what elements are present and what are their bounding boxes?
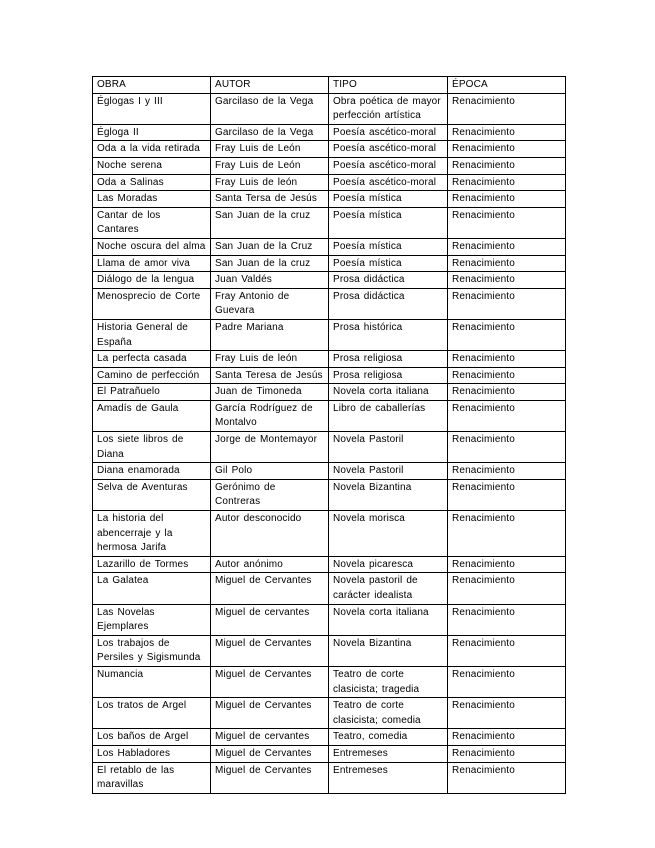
cell-obra: La Galatea	[93, 573, 211, 604]
cell-autor: Padre Mariana	[211, 319, 329, 350]
cell-epoca: Renacimiento	[448, 604, 566, 635]
cell-tipo: Prosa didáctica	[329, 288, 448, 319]
table-row	[93, 432, 566, 463]
cell-obra: Lazarillo de Tormes	[93, 556, 211, 573]
table-row	[93, 238, 566, 255]
cell-epoca: Renacimiento	[448, 174, 566, 191]
cell-obra: Los trabajos de Persiles y Sigismunda	[93, 635, 211, 666]
cell-autor: Miguel de Cervantes	[211, 698, 329, 729]
table-row	[93, 157, 566, 174]
table-row	[93, 729, 566, 746]
cell-epoca: Renacimiento	[448, 479, 566, 510]
cell-obra: Historia General de España	[93, 319, 211, 350]
cell-epoca: Renacimiento	[448, 666, 566, 697]
table-row	[93, 319, 566, 350]
cell-obra: La perfecta casada	[93, 351, 211, 368]
cell-tipo: Prosa religiosa	[329, 367, 448, 384]
cell-autor: Fray Luis de León	[211, 141, 329, 158]
cell-tipo: Poesía mística	[329, 255, 448, 272]
cell-tipo: Novela Bizantina	[329, 479, 448, 510]
cell-autor: Fray Luis de león	[211, 351, 329, 368]
document-page	[92, 76, 566, 794]
cell-tipo: Novela corta italiana	[329, 604, 448, 635]
cell-epoca: Renacimiento	[448, 729, 566, 746]
header-row	[93, 77, 566, 94]
cell-obra: Menosprecio de Corte	[93, 288, 211, 319]
cell-epoca: Renacimiento	[448, 511, 566, 557]
table-row	[93, 93, 566, 124]
cell-epoca: Renacimiento	[448, 556, 566, 573]
table-row	[93, 272, 566, 289]
cell-obra: Los baños de Argel	[93, 729, 211, 746]
cell-tipo: Novela Pastoril	[329, 463, 448, 480]
cell-epoca: Renacimiento	[448, 384, 566, 401]
cell-autor: Juan de Timoneda	[211, 384, 329, 401]
cell-autor: Miguel de Cervantes	[211, 635, 329, 666]
cell-epoca: Renacimiento	[448, 745, 566, 762]
table-row	[93, 384, 566, 401]
cell-epoca: Renacimiento	[448, 400, 566, 431]
literature-table	[92, 76, 566, 794]
cell-autor: Miguel de cervantes	[211, 604, 329, 635]
table-row	[93, 191, 566, 208]
cell-tipo: Teatro de corte clasicista; tragedia	[329, 666, 448, 697]
cell-epoca: Renacimiento	[448, 573, 566, 604]
cell-obra: El Patrañuelo	[93, 384, 211, 401]
cell-autor: San Juan de la cruz	[211, 207, 329, 238]
cell-autor: Miguel de Cervantes	[211, 666, 329, 697]
table-row	[93, 463, 566, 480]
table-row	[93, 174, 566, 191]
cell-tipo: Libro de caballerías	[329, 400, 448, 431]
table-row	[93, 351, 566, 368]
cell-epoca: Renacimiento	[448, 191, 566, 208]
cell-autor: Autor desconocido	[211, 511, 329, 557]
cell-autor: Garcilaso de la Vega	[211, 124, 329, 141]
cell-epoca: Renacimiento	[448, 207, 566, 238]
cell-obra: Oda a Salinas	[93, 174, 211, 191]
cell-tipo: Poesía mística	[329, 191, 448, 208]
cell-obra: Los Habladores	[93, 745, 211, 762]
cell-autor: García Rodríguez de Montalvo	[211, 400, 329, 431]
cell-epoca: Renacimiento	[448, 288, 566, 319]
cell-tipo: Novela Pastoril	[329, 432, 448, 463]
cell-autor: Fray Antonio de Guevara	[211, 288, 329, 319]
cell-epoca: Renacimiento	[448, 463, 566, 480]
cell-tipo: Poesía ascético-moral	[329, 174, 448, 191]
cell-obra: La historia del abencerraje y la hermosa Jarifa	[93, 511, 211, 557]
cell-epoca: Renacimiento	[448, 141, 566, 158]
cell-epoca: Renacimiento	[448, 319, 566, 350]
cell-obra: Las Moradas	[93, 191, 211, 208]
cell-tipo: Prosa didáctica	[329, 272, 448, 289]
table-row	[93, 124, 566, 141]
cell-obra: Camino de perfección	[93, 367, 211, 384]
cell-tipo: Novela picaresca	[329, 556, 448, 573]
header-tipo: TIPO	[329, 77, 448, 94]
cell-autor: Gil Polo	[211, 463, 329, 480]
cell-tipo: Novela Bizantina	[329, 635, 448, 666]
table-row	[93, 367, 566, 384]
header-epoca: ÉPOCA	[448, 77, 566, 94]
cell-autor: Miguel de Cervantes	[211, 762, 329, 793]
cell-epoca: Renacimiento	[448, 367, 566, 384]
cell-autor: Miguel de Cervantes	[211, 745, 329, 762]
table-row	[93, 556, 566, 573]
cell-obra: Diana enamorada	[93, 463, 211, 480]
cell-obra: El retablo de las maravillas	[93, 762, 211, 793]
cell-tipo: Novela pastoril de carácter idealista	[329, 573, 448, 604]
cell-tipo: Obra poética de mayor perfección artística	[329, 93, 448, 124]
cell-tipo: Novela morisca	[329, 511, 448, 557]
cell-tipo: Poesía mística	[329, 207, 448, 238]
cell-tipo: Poesía mística	[329, 238, 448, 255]
cell-epoca: Renacimiento	[448, 351, 566, 368]
cell-obra: Los siete libros de Diana	[93, 432, 211, 463]
cell-obra: Llama de amor viva	[93, 255, 211, 272]
table-row	[93, 400, 566, 431]
cell-tipo: Poesía ascético-moral	[329, 124, 448, 141]
table-row	[93, 745, 566, 762]
table-row	[93, 573, 566, 604]
header-obra: OBRA	[93, 77, 211, 94]
cell-autor: Santa Tersa de Jesús	[211, 191, 329, 208]
header-autor: AUTOR	[211, 77, 329, 94]
table-header	[93, 77, 566, 94]
cell-tipo: Novela corta italiana	[329, 384, 448, 401]
table-row	[93, 635, 566, 666]
table-row	[93, 698, 566, 729]
cell-epoca: Renacimiento	[448, 635, 566, 666]
cell-epoca: Renacimiento	[448, 157, 566, 174]
cell-tipo: Poesía ascético-moral	[329, 141, 448, 158]
cell-obra: Diálogo de la lengua	[93, 272, 211, 289]
cell-obra: Las Novelas Ejemplares	[93, 604, 211, 635]
table-row	[93, 666, 566, 697]
table-row	[93, 207, 566, 238]
cell-epoca: Renacimiento	[448, 124, 566, 141]
cell-obra: Amadís de Gaula	[93, 400, 211, 431]
cell-obra: Los tratos de Argel	[93, 698, 211, 729]
table-row	[93, 604, 566, 635]
table-row	[93, 762, 566, 793]
cell-epoca: Renacimiento	[448, 698, 566, 729]
cell-autor: Miguel de Cervantes	[211, 573, 329, 604]
cell-obra: Cantar de los Cantares	[93, 207, 211, 238]
cell-obra: Noche serena	[93, 157, 211, 174]
table-row	[93, 479, 566, 510]
cell-autor: San Juan de la cruz	[211, 255, 329, 272]
cell-epoca: Renacimiento	[448, 272, 566, 289]
table-body	[93, 93, 566, 793]
cell-obra: Églogas I y III	[93, 93, 211, 124]
cell-epoca: Renacimiento	[448, 93, 566, 124]
cell-autor: Autor anónimo	[211, 556, 329, 573]
cell-epoca: Renacimiento	[448, 432, 566, 463]
cell-autor: Fray Luis de León	[211, 157, 329, 174]
table-row	[93, 288, 566, 319]
cell-obra: Égloga II	[93, 124, 211, 141]
cell-tipo: Teatro de corte clasicista; comedia	[329, 698, 448, 729]
cell-obra: Selva de Aventuras	[93, 479, 211, 510]
cell-tipo: Prosa religiosa	[329, 351, 448, 368]
cell-epoca: Renacimiento	[448, 238, 566, 255]
cell-tipo: Entremeses	[329, 745, 448, 762]
cell-obra: Oda a la vida retirada	[93, 141, 211, 158]
cell-autor: Fray Luis de león	[211, 174, 329, 191]
cell-tipo: Teatro, comedia	[329, 729, 448, 746]
cell-autor: San Juan de la Cruz	[211, 238, 329, 255]
cell-tipo: Poesía ascético-moral	[329, 157, 448, 174]
cell-obra: Numancia	[93, 666, 211, 697]
cell-autor: Gerónimo de Contreras	[211, 479, 329, 510]
cell-tipo: Entremeses	[329, 762, 448, 793]
cell-autor: Santa Teresa de Jesús	[211, 367, 329, 384]
cell-autor: Juan Valdés	[211, 272, 329, 289]
cell-autor: Miguel de cervantes	[211, 729, 329, 746]
table-row	[93, 511, 566, 557]
cell-epoca: Renacimiento	[448, 255, 566, 272]
cell-tipo: Prosa histórica	[329, 319, 448, 350]
cell-autor: Jorge de Montemayor	[211, 432, 329, 463]
cell-epoca: Renacimiento	[448, 762, 566, 793]
cell-obra: Noche oscura del alma	[93, 238, 211, 255]
table-row	[93, 141, 566, 158]
cell-autor: Garcilaso de la Vega	[211, 93, 329, 124]
table-row	[93, 255, 566, 272]
